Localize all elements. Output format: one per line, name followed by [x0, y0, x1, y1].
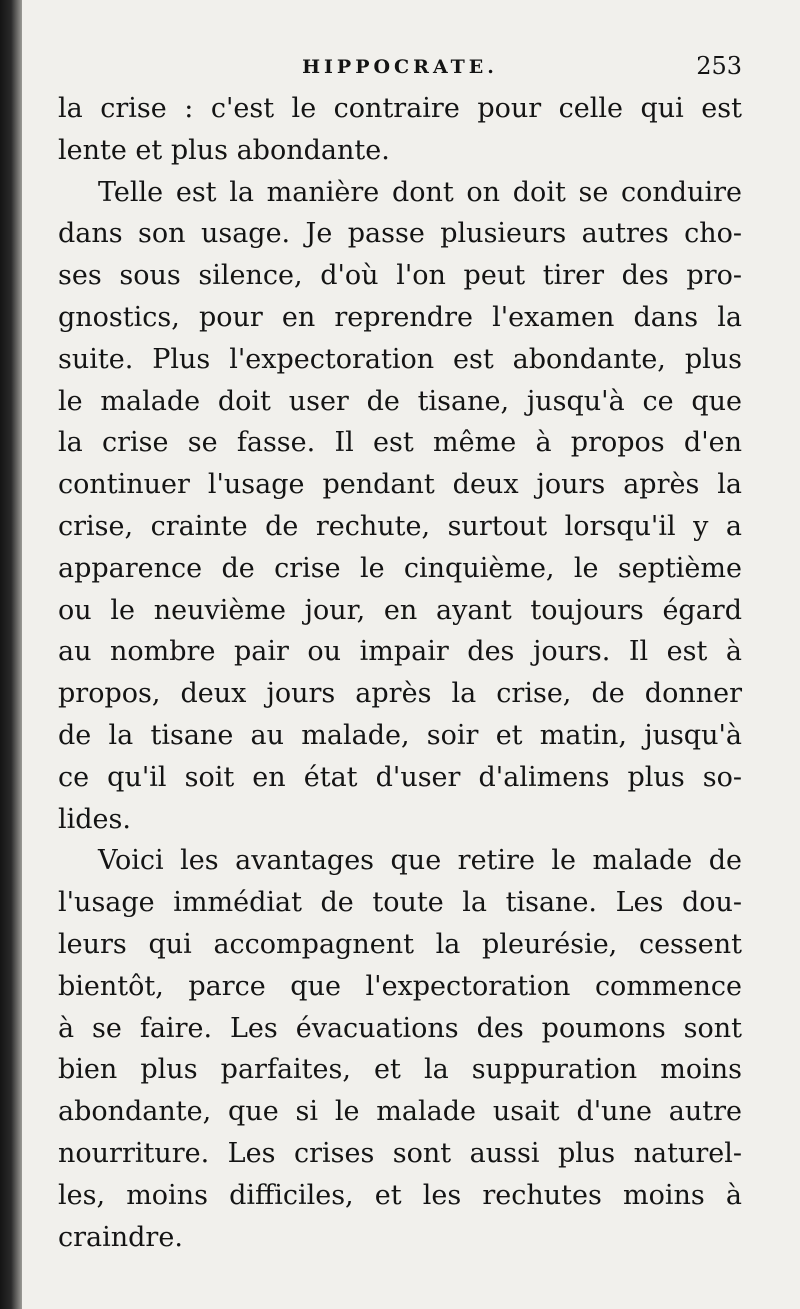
text-line: nourriture. Les crises sont aussi plus naturel-: [58, 1137, 742, 1169]
text-line: continuer l'usage pendant deux jours après la: [58, 469, 742, 501]
paragraph-3: [58, 840, 742, 1258]
text-line: craindre.: [58, 1221, 183, 1253]
text-line: apparence de crise le cinquième, le septième: [58, 552, 742, 584]
text-line: abondante, que si le malade usait d'une autre: [58, 1096, 742, 1128]
text-line: ses sous silence, d'où l'on peut tirer des pro-: [58, 260, 742, 292]
text-line: gnostics, pour en reprendre l'examen dans la: [58, 301, 742, 333]
text-line: bien plus parfaites, et la suppuration moins: [58, 1054, 742, 1086]
text-line: dans son usage. Je passe plusieurs autres cho-: [58, 218, 742, 250]
text-line: Voici les avantages que retire le malade de: [98, 845, 742, 877]
text-line: lides.: [58, 803, 131, 835]
text-line: ou le neuvième jour, en ayant toujours égard: [58, 594, 742, 626]
text-line: lente et plus abondante.: [58, 134, 390, 166]
text-line: propos, deux jours après la crise, de donner: [58, 678, 742, 710]
page-number: 253: [696, 52, 742, 80]
text-line: Telle est la manière dont on doit se conduire: [98, 176, 742, 208]
page-content: [58, 48, 742, 1258]
text-line: à se faire. Les évacuations des poumons sont: [58, 1012, 742, 1044]
text-line: suite. Plus l'expectoration est abondante, plus: [58, 343, 742, 375]
running-title: HIPPOCRATE.: [302, 56, 498, 78]
text-line: de la tisane au malade, soir et matin, jusqu'à: [58, 719, 742, 751]
text-line: bientôt, parce que l'expectoration commence: [58, 970, 742, 1002]
text-line: les, moins difficiles, et les rechutes moins à: [58, 1179, 742, 1211]
text-line: crise, crainte de rechute, surtout lorsqu'il y a: [58, 510, 742, 542]
text-line: la crise se fasse. Il est même à propos d'en: [58, 427, 742, 459]
text-line: l'usage immédiat de toute la tisane. Les dou-: [58, 887, 742, 919]
running-head: [58, 48, 742, 88]
binding-gutter: [0, 0, 22, 1309]
text-line: leurs qui accompagnent la pleurésie, cessent: [58, 928, 742, 960]
text-line: la crise : c'est le contraire pour celle qui est: [58, 93, 742, 124]
text-line: le malade doit user de tisane, jusqu'à ce que: [58, 385, 742, 417]
text-line: au nombre pair ou impair des jours. Il est à: [58, 636, 742, 668]
paragraph-1: [58, 88, 742, 172]
paragraph-2: [58, 172, 742, 841]
text-line: ce qu'il soit en état d'user d'alimens plus so-: [58, 761, 742, 793]
